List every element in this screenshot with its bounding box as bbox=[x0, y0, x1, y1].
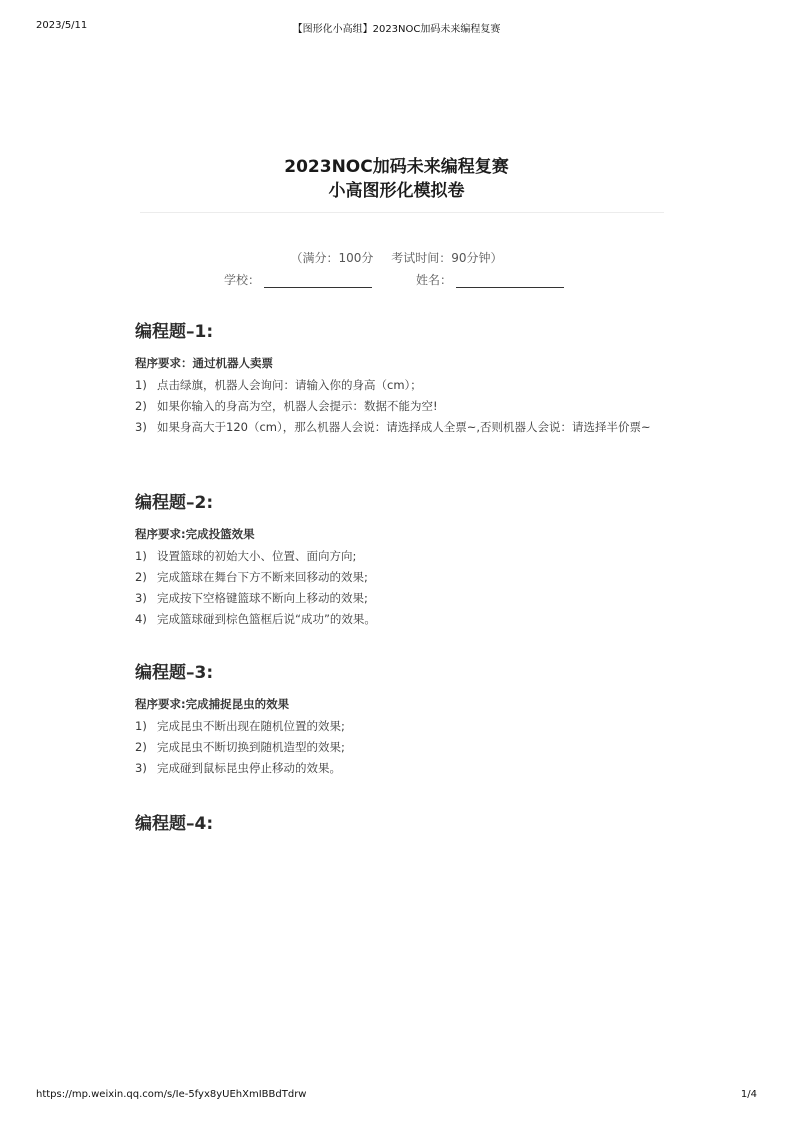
document-title-block bbox=[0, 155, 793, 203]
item-number: 2) bbox=[135, 399, 147, 413]
item-number: 3) bbox=[135, 420, 147, 434]
list-item bbox=[135, 716, 660, 737]
section-heading: 编程题–1: bbox=[135, 322, 214, 342]
item-number: 4) bbox=[135, 612, 147, 626]
school-field bbox=[224, 271, 372, 288]
list-item bbox=[135, 396, 660, 417]
item-text: 完成碰到鼠标昆虫停止移动的效果。 bbox=[157, 761, 341, 775]
section-problem-2 bbox=[135, 491, 660, 630]
item-number: 2) bbox=[135, 570, 147, 584]
section-problem-4 bbox=[135, 812, 660, 846]
item-text: 如果身高大于120（cm），那么机器人会说：请选择成人全票~,否则机器人会说：请选择半价票~ bbox=[157, 420, 651, 434]
requirement-title: 程序要求:完成投篮效果 bbox=[135, 527, 255, 541]
school-label: 学校： bbox=[224, 273, 261, 287]
time-info: 考试时间：90分钟） bbox=[391, 251, 503, 265]
item-number: 2) bbox=[135, 740, 147, 754]
list-item bbox=[135, 567, 660, 588]
item-text: 如果你输入的身高为空，机器人会提示：数据不能为空! bbox=[157, 399, 438, 413]
name-field bbox=[416, 271, 564, 288]
school-blank-line bbox=[264, 273, 372, 288]
score-info: （满分：100分 bbox=[290, 251, 374, 265]
item-text: 完成按下空格键篮球不断向上移动的效果; bbox=[157, 591, 368, 605]
item-text: 点击绿旗，机器人会询问：请输入你的身高（cm）； bbox=[157, 378, 422, 392]
item-text: 完成篮球碰到棕色篮框后说“成功”的效果。 bbox=[157, 612, 376, 626]
item-number: 1) bbox=[135, 719, 147, 733]
section-heading: 编程题–2: bbox=[135, 493, 214, 513]
list-item bbox=[135, 588, 660, 609]
requirement-title: 程序要求:完成捕捉昆虫的效果 bbox=[135, 697, 290, 711]
name-label: 姓名： bbox=[416, 273, 453, 287]
section-heading: 编程题–3: bbox=[135, 663, 214, 683]
list-item bbox=[135, 737, 660, 758]
item-text: 完成昆虫不断出现在随机位置的效果; bbox=[157, 719, 345, 733]
item-number: 1) bbox=[135, 549, 147, 563]
document-title: 2023NOC加码未来编程复赛 bbox=[284, 157, 509, 177]
exam-info bbox=[0, 249, 793, 266]
section-heading: 编程题–4: bbox=[135, 814, 214, 834]
list-item bbox=[135, 375, 660, 396]
section-problem-3 bbox=[135, 661, 660, 779]
item-text: 完成篮球在舞台下方不断来回移动的效果; bbox=[157, 570, 368, 584]
list-item bbox=[135, 609, 660, 630]
title-divider bbox=[140, 212, 664, 213]
print-header-date: 2023/5/11 bbox=[36, 20, 88, 31]
list-item bbox=[135, 417, 660, 438]
print-footer-page-number: 1/4 bbox=[740, 1089, 757, 1100]
print-footer-url: https://mp.weixin.qq.com/s/Ie-5fyx8yUEhXmIBBdTdrw bbox=[36, 1089, 307, 1100]
list-item bbox=[135, 758, 660, 779]
document-subtitle: 小高图形化模拟卷 bbox=[328, 181, 465, 201]
print-header-title: 【图形化小高组】2023NOC加码未来编程复赛 bbox=[292, 24, 501, 35]
item-number: 3) bbox=[135, 761, 147, 775]
item-number: 1) bbox=[135, 378, 147, 392]
name-blank-line bbox=[456, 273, 564, 288]
section-problem-1 bbox=[135, 320, 660, 438]
item-text: 设置篮球的初始大小、位置、面向方向; bbox=[157, 549, 357, 563]
requirement-title: 程序要求：通过机器人卖票 bbox=[135, 356, 273, 370]
item-number: 3) bbox=[135, 591, 147, 605]
list-item bbox=[135, 546, 660, 567]
item-text: 完成昆虫不断切换到随机造型的效果; bbox=[157, 740, 345, 754]
student-fields bbox=[224, 271, 564, 288]
